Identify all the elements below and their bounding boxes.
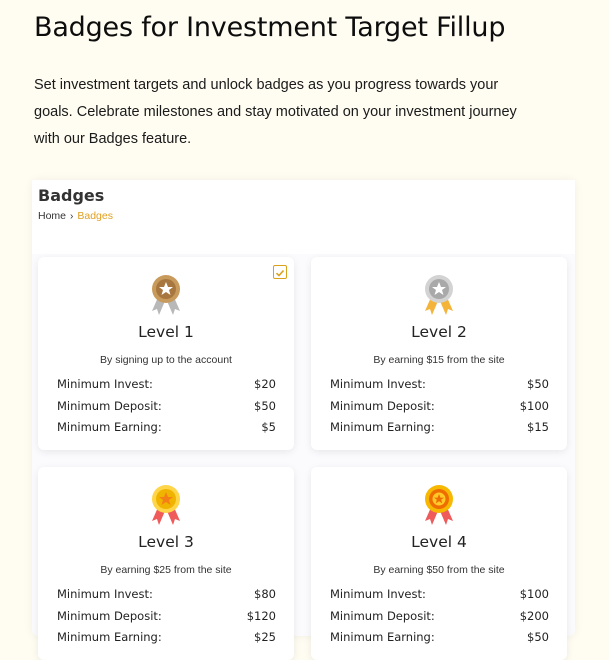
min-deposit-row — [330, 606, 549, 628]
requirements-list — [330, 374, 549, 439]
gold-medal-icon — [146, 483, 186, 529]
achieved-checkbox[interactable] — [273, 265, 287, 279]
page-description: Set investment targets and unlock badges as you progress towards your goals. Celebrate milestones and stay motivated on your investment journey with our Badges feature. — [34, 77, 517, 147]
level-name: Level 3 — [138, 533, 194, 551]
min-deposit-value: $50 — [254, 398, 276, 413]
min-earning-row — [57, 417, 276, 439]
badge-card-level-3 — [38, 467, 294, 660]
min-deposit-label: Minimum Deposit: — [57, 398, 162, 413]
min-earning-label: Minimum Earning: — [330, 630, 435, 644]
badge-card-level-1 — [38, 257, 294, 450]
min-deposit-value: $200 — [519, 608, 549, 623]
min-invest-value: $80 — [254, 587, 276, 601]
min-earning-label: Minimum Earning: — [330, 420, 435, 434]
level-description: By signing up to the account — [100, 354, 232, 366]
min-invest-label: Minimum Invest: — [330, 587, 426, 601]
min-deposit-row — [57, 396, 276, 418]
bronze-medal-icon — [146, 273, 186, 319]
panel-header — [32, 180, 575, 254]
min-deposit-label: Minimum Deposit: — [330, 608, 435, 623]
min-earning-row — [330, 417, 549, 439]
min-invest-label: Minimum Invest: — [57, 587, 153, 601]
min-earning-value: $50 — [527, 630, 549, 644]
level-description: By earning $50 from the site — [373, 564, 505, 576]
min-invest-value: $20 — [254, 377, 276, 391]
breadcrumb-home-link[interactable]: Home — [38, 210, 67, 222]
requirements-list — [330, 584, 549, 649]
min-invest-value: $50 — [527, 377, 549, 391]
min-invest-row — [330, 584, 549, 606]
level-description: By earning $25 from the site — [100, 564, 232, 576]
min-earning-value: $25 — [254, 630, 276, 644]
badges-panel — [32, 180, 575, 644]
level-name: Level 2 — [411, 323, 467, 341]
min-deposit-row — [57, 606, 276, 628]
min-deposit-value: $120 — [246, 608, 276, 623]
min-deposit-row — [330, 396, 549, 418]
level-name: Level 4 — [411, 533, 467, 551]
breadcrumb-current: Badges — [77, 210, 113, 222]
page-title: Badges for Investment Target Fillup — [34, 12, 506, 43]
gold-medal-icon — [419, 483, 459, 529]
level-name: Level 1 — [138, 323, 194, 341]
min-earning-row — [57, 627, 276, 649]
badge-card-level-2 — [311, 257, 567, 450]
min-earning-label: Minimum Earning: — [57, 420, 162, 434]
badge-card-level-4 — [311, 467, 567, 660]
min-deposit-value: $100 — [519, 398, 549, 413]
requirements-list — [57, 374, 276, 439]
silver-medal-icon — [419, 273, 459, 319]
min-earning-label: Minimum Earning: — [57, 630, 162, 644]
min-earning-row — [330, 627, 549, 649]
chevron-right-icon: › — [70, 210, 74, 222]
requirements-list — [57, 584, 276, 649]
min-invest-label: Minimum Invest: — [57, 377, 153, 391]
min-invest-value: $100 — [519, 587, 549, 601]
breadcrumb — [38, 210, 113, 222]
min-invest-row — [57, 584, 276, 606]
panel-title: Badges — [38, 186, 105, 205]
min-invest-row — [57, 374, 276, 396]
min-deposit-label: Minimum Deposit: — [57, 608, 162, 623]
level-description: By earning $15 from the site — [373, 354, 505, 366]
min-invest-label: Minimum Invest: — [330, 377, 426, 391]
min-earning-value: $15 — [527, 420, 549, 434]
min-deposit-label: Minimum Deposit: — [330, 398, 435, 413]
check-icon — [274, 267, 286, 279]
min-invest-row — [330, 374, 549, 396]
min-earning-value: $5 — [261, 420, 276, 434]
